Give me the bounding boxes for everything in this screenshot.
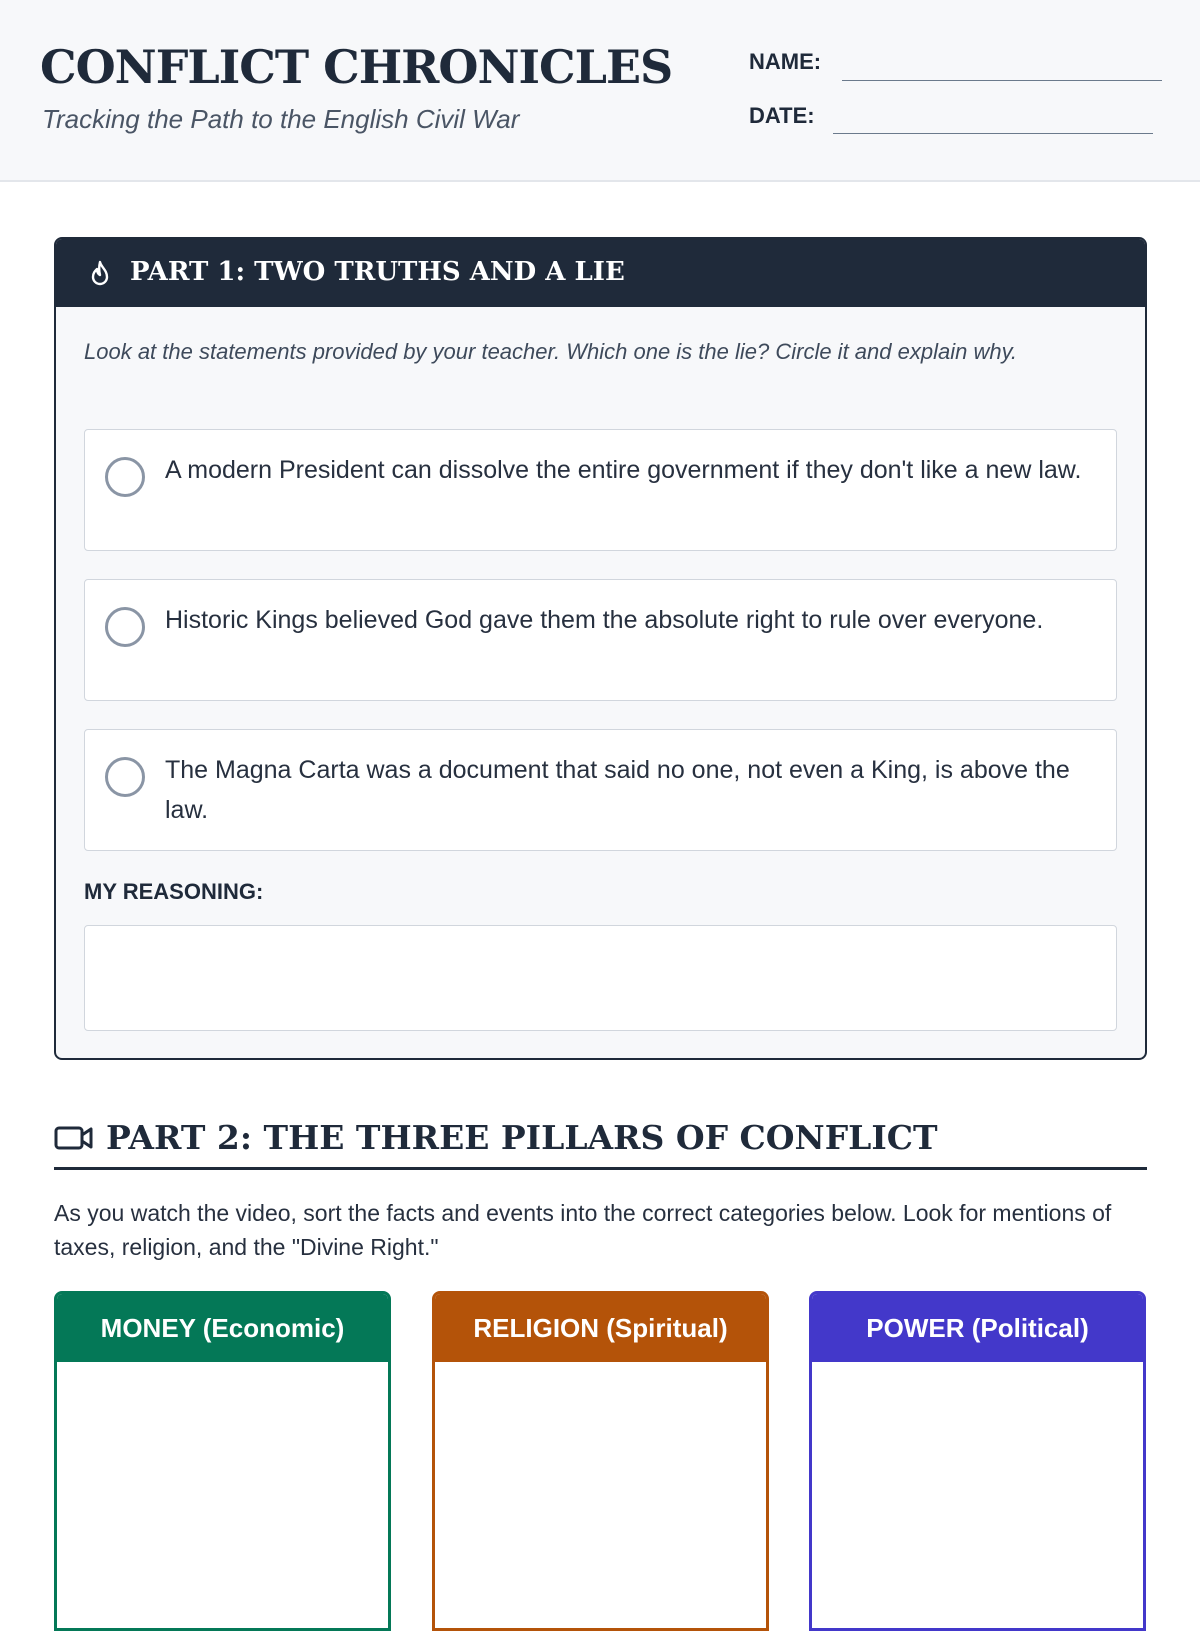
statement-option-1[interactable]	[84, 429, 1117, 551]
video-camera-icon	[54, 1124, 94, 1157]
part1-section	[54, 237, 1147, 1060]
radio-button[interactable]	[105, 607, 145, 647]
radio-button[interactable]	[105, 457, 145, 497]
date-label: DATE:	[749, 103, 815, 128]
worksheet-header	[0, 0, 1200, 182]
statement-option-2[interactable]	[84, 579, 1117, 701]
reasoning-input[interactable]	[84, 925, 1117, 1031]
power-column-header: POWER (Political)	[812, 1294, 1143, 1362]
radio-button[interactable]	[105, 757, 145, 797]
reasoning-label: MY REASONING:	[84, 879, 264, 904]
money-column[interactable]	[54, 1291, 391, 1631]
worksheet-title: CONFLICT CHRONICLES	[40, 40, 673, 94]
statement-text: The Magna Carta was a document that said no one, not even a King, is above the law.	[165, 756, 1070, 824]
part2-instructions: As you watch the video, sort the facts and events into the correct categories below. Look for mentions of taxes, religion, and the "Divine Right."	[54, 1200, 1112, 1260]
power-column[interactable]	[809, 1291, 1146, 1631]
part1-instructions: Look at the statements provided by your teacher. Which one is the lie? Circle it and explain why.	[84, 339, 1018, 364]
part2-title: PART 2: THE THREE PILLARS OF CONFLICT	[106, 1118, 938, 1157]
worksheet-subtitle: Tracking the Path to the English Civil War	[42, 104, 520, 134]
name-line[interactable]	[842, 80, 1162, 81]
statement-option-3[interactable]	[84, 729, 1117, 851]
part1-title: PART 1: TWO TRUTHS AND A LIE	[130, 257, 625, 287]
religion-column-header: RELIGION (Spiritual)	[435, 1294, 766, 1362]
date-line[interactable]	[833, 133, 1153, 134]
religion-column[interactable]	[432, 1291, 769, 1631]
statement-text: A modern President can dissolve the entire government if they don't like a new law.	[165, 456, 1082, 484]
part1-header	[56, 239, 1145, 307]
name-label: NAME:	[749, 49, 822, 74]
money-column-header: MONEY (Economic)	[57, 1294, 388, 1362]
flame-icon	[86, 259, 114, 294]
part2-header	[54, 1118, 1147, 1170]
statement-text: Historic Kings believed God gave them the absolute right to rule over everyone.	[165, 606, 1044, 634]
